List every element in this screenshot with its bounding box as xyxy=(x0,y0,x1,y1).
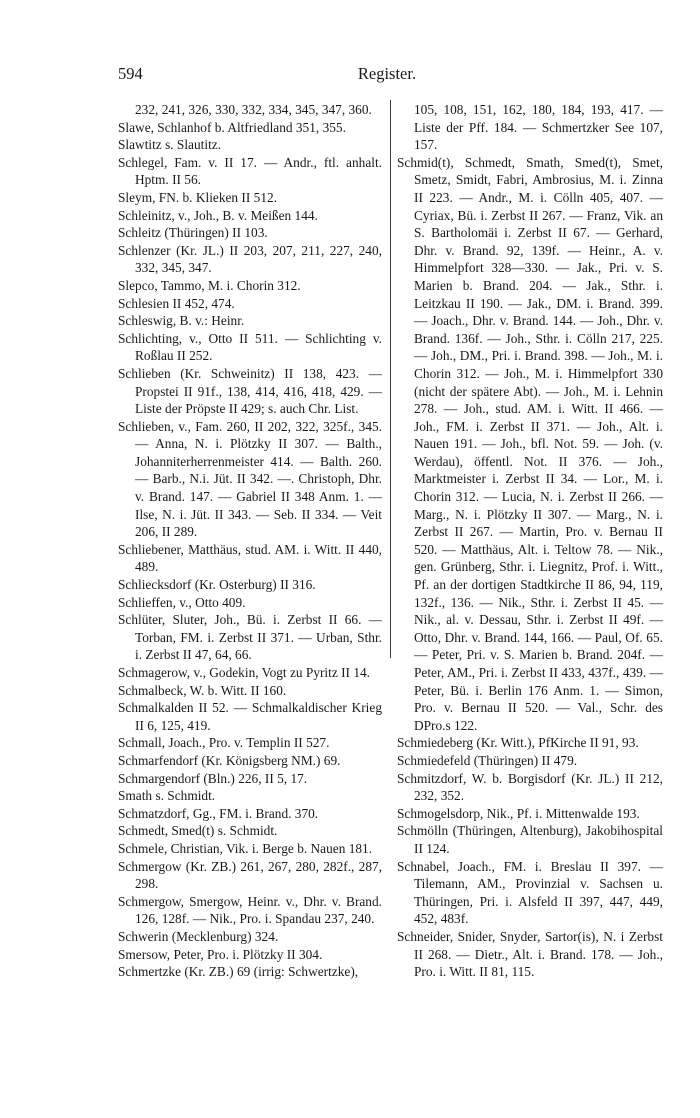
index-entry: Slawe, Schlanhof b. Altfriedland 351, 355. xyxy=(118,119,346,135)
index-entry: Schwerin (Mecklenburg) 324. xyxy=(118,928,279,944)
index-entry: Schlüter, Sluter, Joh., Bü. i. Zerbst II 66. — Torban, FM. i. Zerbst II 371. — Urban, Sthr. i. Zerbst II 47, 64, 66. xyxy=(118,612,382,663)
index-entry: Schmiedefeld (Thüringen) II 479. xyxy=(397,752,578,768)
index-entry: 105, 108, 151, 162, 180, 184, 193, 417. — Liste der Pff. 184. — Schmertzker See 107, 157. xyxy=(414,102,663,153)
index-entry: Schmarfendorf (Kr. Königsberg NM.) 69. xyxy=(118,752,341,768)
index-entry: Schlesien II 452, 474. xyxy=(118,295,235,311)
index-entry: Schneider, Snider, Snyder, Sartor(is), N. i Zerbst II 268. — Dietr., Alt. i. Brand. 178. — Joh., Pro. i. Witt. II 81, 115. xyxy=(397,928,663,980)
index-entry: Schlieben, v., Fam. 260, II 202, 322, 325f., 345. — Anna, N. i. Plötzky II 307. — Balth., Johanniterherrenmeister 414. — Balth. 260. — Barb., N.i. Jüt. II 342. —. Christoph, Dhr. v. Brand. 147. — Gabriel II 348 Anm. 1. — Ilse, N. i. Jüt. II 343. — Seb. II 334. — Veit 206, II 289. xyxy=(118,418,382,540)
index-entry: Slepco, Tammo, M. i. Chorin 312. xyxy=(118,277,301,293)
index-entry: Schliebener, Matthäus, stud. AM. i. Witt. II 440, 489. xyxy=(118,541,382,575)
right-column xyxy=(397,101,663,981)
index-entry: Slawtitz s. Slautitz. xyxy=(118,137,222,153)
index-entry: Schlegel, Fam. v. II 17. — Andr., ftl. anhalt. Hptm. II 56. xyxy=(118,154,382,188)
running-title: Register. xyxy=(357,64,417,83)
index-entry: Schlieffen, v., Otto 409. xyxy=(118,594,246,610)
index-entry: Schmid(t), Schmedt, Smath, Smed(t), Smet, Smetz, Smidt, Fabri, Ambrosius, M. i. Zinna II 223. — Andr., M. i. Cölln 405, 407. — Cyriax, Bü. i. Zerbst II 267. — Franz, Vik. an S. Bartholomäi i. Zerbst II 67. — Gerhard, Dhr. v. Brand. 92, 139f. — Heinr., A. v. Himmelpfort 328—330. — Jak., Pri. v. S. Marien b. Brand. 204. — Jak., Sthr. i. Leitzkau II 190. — Jak., DM. i. Brand. 399. — Joach., Dhr. v. Brand. 144. — Joh., Dhr. v. Brand. 136f. — Joh., Sthr. i. Cölln 217, 225. — Joh., DM., Pri. i. Brand. 398. — Joh., M. i. Chorin 312. — Joh., M. i. Himmelpfort 330 (nicht der spätere Abt). — Joh., M. i. Lehnin 278. — Joh., stud. AM. i. Witt. II 466. — Joh., FM. i. Zerbst II 371. — Joh., Alt. i. Nauen 191. — Joh., bfl. Not. 59. — Joh. (v. Werdau), öffentl. Not. II 376. — Joh., Marktmeister i. Zerbst II 34. — Lor., M. i. Chorin 312. — Lucia, N. i. Zerbst II 266. — Marg., N. i. Plötzky II 307. — Marg., N. i. Zerbst II 267. — Martin, Pro. v. Bernau II 520. — Matthäus, Alt. i. Teltow 78. — Nik., gen. Grünberg, Sthr. i. Liegnitz, Prof. i. Witt., Pf. an der dortigen Stadtkirche II 86, 94, 119, 132f., 136. — Nik., Sthr. i. Zerbst II 45. — Nik., al. v. Dessau, Sthr. i. Zerbst II 49f. — Otto, Dhr. v. Brand. 144, 166. — Paul, Of. 65. — Peter, Pri. v. S. Marien b. Brand. 204f. — Peter, AM., Pri. i. Zerbst II 433, 437f., 439. — Peter, Bü. i. Berlin 176 Anm. 1. — Simon, Pro. v. Bernau II 520. — Val., Schr. des DPro.s 122. xyxy=(397,154,663,733)
index-entry: Schmatzdorf, Gg., FM. i. Brand. 370. xyxy=(118,805,319,821)
index-entry: Schleinitz, v., Joh., B. v. Meißen 144. xyxy=(118,207,318,223)
index-entry: 232, 241, 326, 330, 332, 334, 345, 347, 360. xyxy=(135,102,372,117)
index-entry: Schmalkalden II 52. — Schmalkaldischer Krieg II 6, 125, 419. xyxy=(118,700,382,733)
index-entry: Schmele, Christian, Vik. i. Berge b. Nauen 181. xyxy=(118,840,373,856)
index-entry: Schlenzer (Kr. JL.) II 203, 207, 211, 227, 240, 332, 345, 347. xyxy=(118,242,382,276)
page-number: 594 xyxy=(118,64,143,83)
index-entry: Schmall, Joach., Pro. v. Templin II 527. xyxy=(118,735,330,751)
index-entry: Schlichting, v., Otto II 511. — Schlichting v. Roßlau II 252. xyxy=(118,330,382,364)
index-entry: Schmergow (Kr. ZB.) 261, 267, 280, 282f., 287, 298. xyxy=(118,858,382,892)
left-column xyxy=(118,101,382,981)
index-entry: Schlieben (Kr. Schweinitz) II 138, 423. — Propstei II 91f., 138, 414, 416, 418, 429. — Liste der Pröpste II 429; s. auch Chr. List. xyxy=(118,365,382,417)
index-entry: Schmiedeberg (Kr. Witt.), PfKirche II 91, 93. xyxy=(397,735,639,751)
index-entry: Schmölln (Thüringen, Altenburg), Jakobihospital II 124. xyxy=(397,823,663,856)
index-entry: Smersow, Peter, Pro. i. Plötzky II 304. xyxy=(118,946,323,962)
index-entry: Schmogelsdorp, Nik., Pf. i. Mittenwalde 193. xyxy=(397,805,640,821)
index-entry: Schmedt, Smed(t) s. Schmidt. xyxy=(118,823,278,839)
index-entry: Schleitz (Thüringen) II 103. xyxy=(118,225,268,241)
index-entry: Schnabel, Joach., FM. i. Breslau II 397. — Tilemann, AM., Provinzial v. Sachsen u. Thüringen, Pri. i. Alsfeld II 397, 447, 449, 452, 483f. xyxy=(397,858,663,927)
index-entry: Smath s. Schmidt. xyxy=(118,788,216,804)
index-entry: Schmargendorf (Bln.) 226, II 5, 17. xyxy=(118,770,308,786)
index-entry: Sleym, FN. b. Klieken II 512. xyxy=(118,189,277,205)
index-entry: Schmertzke (Kr. ZB.) 69 (irrig: Schwertzke), xyxy=(118,964,359,980)
index-entry: Schmergow, Smergow, Heinr. v., Dhr. v. Brand. 126, 128f. — Nik., Pro. i. Spandau 237, 240. xyxy=(118,893,382,927)
index-entry: Schmalbeck, W. b. Witt. II 160. xyxy=(118,682,287,698)
index-entry: Schliecksdorf (Kr. Osterburg) II 316. xyxy=(118,577,316,593)
page-header xyxy=(118,64,656,88)
index-entry: Schleswig, B. v.: Heinr. xyxy=(118,313,245,329)
column-divider xyxy=(390,100,391,658)
index-entry: Schmagerow, v., Godekin, Vogt zu Pyritz II 14. xyxy=(118,665,371,680)
index-entry: Schmitzdorf, W. b. Borgisdorf (Kr. JL.) II 212, 232, 352. xyxy=(397,770,663,804)
